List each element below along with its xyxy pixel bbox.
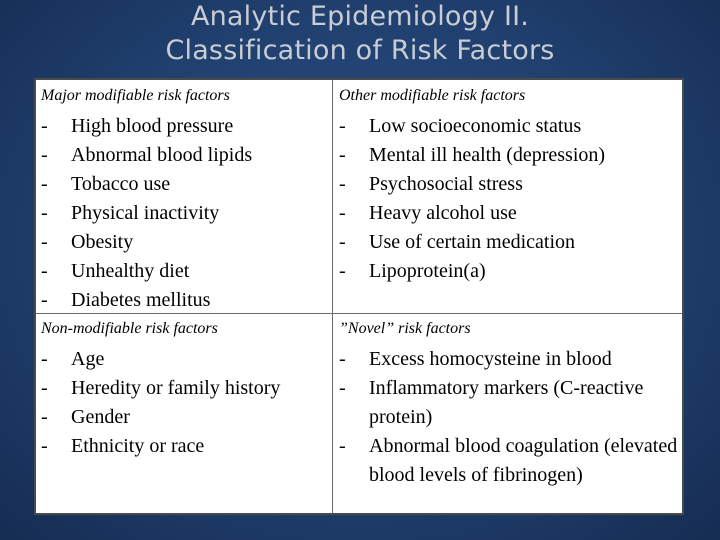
list-item — [41, 257, 329, 286]
dash-bullet: - — [41, 144, 48, 166]
dash-bullet: - — [41, 260, 48, 282]
dash-bullet: - — [339, 144, 346, 166]
non-modifiable-list — [41, 345, 329, 461]
slide-title-line-2: Classification of Risk Factors — [165, 35, 555, 66]
dash-bullet: - — [339, 115, 346, 137]
dash-bullet: - — [41, 115, 48, 137]
column-divider — [332, 80, 333, 513]
list-item — [41, 432, 329, 461]
other-modifiable-cell — [339, 86, 679, 286]
other-modifiable-heading: Other modifiable risk factors — [339, 87, 526, 104]
major-modifiable-heading: Major modifiable risk factors — [41, 87, 230, 104]
list-item-text: Mental ill health (depression) — [369, 144, 606, 166]
dash-bullet: - — [41, 406, 48, 428]
list-item — [41, 199, 329, 228]
dash-bullet: - — [41, 173, 48, 195]
list-item — [41, 345, 329, 374]
list-item — [339, 112, 679, 141]
novel-risk-cell — [339, 319, 679, 490]
novel-risk-list — [339, 345, 679, 490]
list-item-text: Inflammatory markers (C-reactive protein) — [369, 377, 644, 428]
list-item — [41, 141, 329, 170]
list-item — [339, 228, 679, 257]
list-item — [41, 112, 329, 141]
major-modifiable-cell — [41, 86, 329, 315]
list-item-text: Unhealthy diet — [71, 260, 190, 282]
list-item — [339, 199, 679, 228]
list-item — [41, 170, 329, 199]
other-modifiable-list — [339, 112, 679, 286]
major-modifiable-list — [41, 112, 329, 315]
dash-bullet: - — [339, 435, 346, 457]
list-item — [339, 141, 679, 170]
list-item-text: Obesity — [71, 231, 134, 253]
list-item — [41, 286, 329, 315]
list-item — [339, 170, 679, 199]
list-item-text: Abnormal blood coagulation (elevated blood levels of fibrinogen) — [369, 435, 678, 486]
list-item-text: Ethnicity or race — [71, 435, 205, 457]
list-item-text: Psychosocial stress — [369, 173, 523, 195]
dash-bullet: - — [339, 173, 346, 195]
list-item-text: Lipoprotein(a) — [369, 260, 486, 282]
list-item-text: Excess homocysteine in blood — [369, 348, 612, 370]
slide-title — [0, 0, 720, 72]
non-modifiable-cell — [41, 319, 329, 461]
list-item-text: Diabetes mellitus — [71, 289, 211, 311]
list-item-text: Use of certain medication — [369, 231, 576, 253]
dash-bullet: - — [339, 348, 346, 370]
list-item — [41, 403, 329, 432]
dash-bullet: - — [41, 289, 48, 311]
list-item-text: Gender — [71, 406, 130, 428]
dash-bullet: - — [41, 435, 48, 457]
list-item-text: High blood pressure — [71, 115, 234, 137]
list-item — [339, 257, 679, 286]
list-item-text: Heavy alcohol use — [369, 202, 517, 224]
list-item-text: Age — [71, 348, 105, 370]
dash-bullet: - — [339, 202, 346, 224]
list-item-text: Tobacco use — [71, 173, 171, 195]
list-item-text: Abnormal blood lipids — [71, 144, 253, 166]
slide-title-line-1: Analytic Epidemiology II. — [190, 1, 530, 32]
list-item — [339, 345, 679, 374]
non-modifiable-heading: Non-modifiable risk factors — [41, 320, 218, 337]
dash-bullet: - — [41, 231, 48, 253]
list-item-text: Physical inactivity — [71, 202, 220, 224]
list-item — [339, 432, 679, 490]
list-item — [339, 374, 679, 432]
dash-bullet: - — [339, 260, 346, 282]
novel-risk-heading: ”Novel” risk factors — [339, 320, 471, 337]
dash-bullet: - — [339, 377, 346, 399]
risk-factor-table — [34, 78, 684, 515]
list-item — [41, 228, 329, 257]
dash-bullet: - — [41, 348, 48, 370]
list-item — [41, 374, 329, 403]
dash-bullet: - — [339, 231, 346, 253]
list-item-text: Low socioeconomic status — [369, 115, 582, 137]
dash-bullet: - — [41, 377, 48, 399]
list-item-text: Heredity or family history — [71, 377, 281, 399]
dash-bullet: - — [41, 202, 48, 224]
